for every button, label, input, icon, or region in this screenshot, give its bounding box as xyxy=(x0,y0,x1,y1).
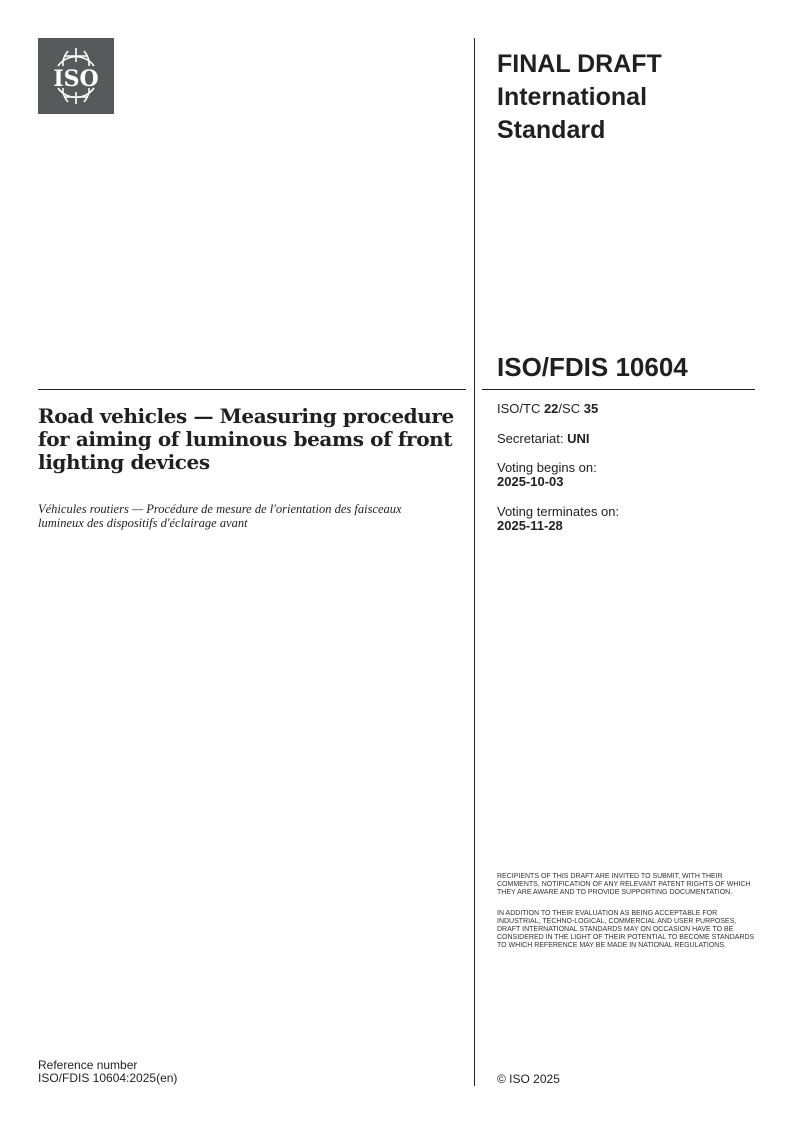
voting-terminates-label: Voting terminates on: xyxy=(497,504,620,519)
committee-prefix: ISO/TC xyxy=(497,401,544,416)
committee-sep: /SC xyxy=(558,401,584,416)
secretariat-label: Secretariat: xyxy=(497,431,568,446)
notice-paragraph-2: IN ADDITION TO THEIR EVALUATION AS BEING ACCEPTABLE FOR INDUSTRIAL, TECHNO-LOGICAL, COMMERCIAL AND USER PURPOSES, DRAFT INTERNATIONAL STANDARDS MAY ON OCCASION HAVE TO BE CONSIDERED IN THE LIGHT OF THEIR POTENTIAL TO BECOME STANDARDS TO WHICH REFERENCE MAY BE MADE IN NATIONAL REGULATIONS. xyxy=(497,910,755,949)
svg-text:ISO: ISO xyxy=(53,66,99,92)
committee xyxy=(497,402,598,416)
voting-begins xyxy=(497,461,597,489)
voting-begins-label: Voting begins on: xyxy=(497,460,597,475)
reference-label: Reference number xyxy=(38,1058,138,1072)
document-title: Road vehicles — Measuring procedure for aiming of luminous beams of front lighting devices xyxy=(38,404,454,474)
rule-left xyxy=(38,389,466,390)
notice-paragraph-1: RECIPIENTS OF THIS DRAFT ARE INVITED TO SUBMIT, WITH THEIR COMMENTS, NOTIFICATION OF ANY RELEVANT PATENT RIGHTS OF WHICH THEY ARE AWARE AND TO PROVIDE SUPPORTING DOCUMENTATION. xyxy=(497,873,751,896)
secretariat xyxy=(497,432,589,446)
voting-begins-date: 2025-10-03 xyxy=(497,474,564,489)
committee-tc: 22 xyxy=(543,401,559,416)
committee-sc: 35 xyxy=(583,401,599,416)
secretariat-value: UNI xyxy=(567,431,590,446)
voting-terminates xyxy=(497,505,619,533)
stage-line3: Standard xyxy=(497,116,606,144)
reference-value: ISO/FDIS 10604:2025(en) xyxy=(38,1071,178,1085)
stage-line1: FINAL DRAFT xyxy=(497,50,662,78)
document-number: ISO/FDIS 10604 xyxy=(497,352,688,382)
stage-line2: International xyxy=(497,83,648,111)
copyright: © ISO 2025 xyxy=(497,1072,560,1086)
voting-terminates-date: 2025-11-28 xyxy=(497,518,563,533)
rule-right xyxy=(482,389,755,390)
iso-logo xyxy=(38,38,114,114)
column-divider xyxy=(474,38,475,1086)
reference-number xyxy=(38,1059,177,1085)
document-stage xyxy=(497,48,662,147)
document-subtitle-french: Véhicules routiers — Procédure de mesure de l'orientation des faisceaux lumineux des dispositifs d'éclairage avant xyxy=(38,502,402,530)
